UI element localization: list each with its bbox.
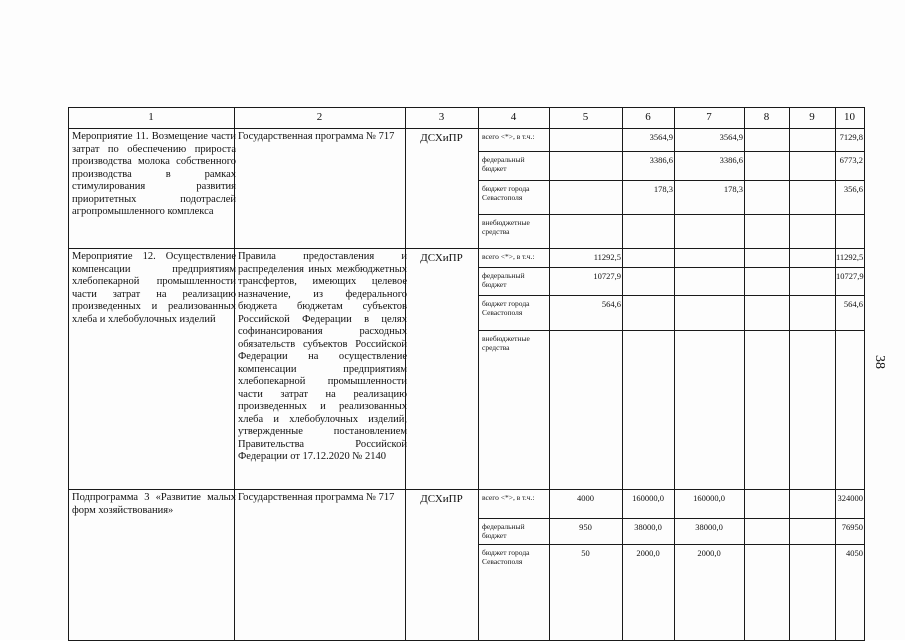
measure-name: Подпрограмма 3 «Развитие малых форм хозяйствования» [72, 492, 236, 516]
amount-col-8 [745, 218, 791, 230]
table-rule [68, 489, 865, 490]
table-rule [478, 518, 865, 519]
amount-col-10: 11292,5 [836, 252, 864, 262]
column-header-5: 5 [582, 111, 589, 123]
funding-source-label: бюджет города Севастополя [482, 299, 530, 317]
page-number: 38 [872, 355, 887, 369]
amount-col-7: 3386,6 [719, 155, 743, 165]
amount-col-10: 6773,2 [839, 155, 863, 165]
funding-source-label: бюджет города Севастополя [482, 184, 530, 202]
amount-col-8 [745, 132, 791, 144]
executor: ДСХиПР [420, 493, 463, 505]
amount-col-8 [745, 252, 791, 264]
amount-col-9 [790, 299, 837, 311]
amount-col-7 [675, 252, 746, 264]
amount-col-9 [790, 218, 837, 230]
executor: ДСХиПР [420, 132, 463, 144]
amount-col-6: 2000,0 [636, 548, 660, 558]
amount-col-7 [675, 218, 746, 230]
column-header-6: 6 [645, 111, 651, 123]
table-rule [478, 544, 865, 545]
amount-col-10: 4050 [846, 548, 863, 558]
amount-col-8 [745, 299, 791, 311]
amount-col-5: 10727,9 [593, 271, 621, 281]
amount-col-8 [745, 271, 791, 283]
legal-basis: Правила предоставления и распределения иных межбюджетных трансфертов, имеющих целевое назначение, из федерального бюджета бюджетам субъектов Российской Федерации в целях софинансирования расходных обязательств субъектов Российской Федерации на осуществление компенсации предприятиям хлебопекарной промышленности части затрат на реализацию произведенных и реализованных хлеба и хлебобулочных изделий, утвержденные постановлением Правительства Российской Федерации от 17.12.2020 № 2140 [238, 251, 407, 462]
funding-source-label: внебюджетные средства [482, 334, 530, 352]
table-rule [478, 267, 865, 268]
amount-col-6 [623, 218, 676, 230]
amount-col-5: 4000 [577, 493, 594, 503]
amount-col-5 [550, 132, 624, 144]
column-header-4: 4 [510, 111, 517, 123]
column-header-8: 8 [763, 111, 770, 123]
amount-col-9 [790, 132, 837, 144]
column-header-3: 3 [438, 111, 445, 123]
amount-col-7 [675, 271, 746, 283]
amount-col-7: 160000,0 [693, 493, 725, 503]
table-rule [478, 151, 865, 152]
amount-col-6 [623, 334, 676, 346]
amount-col-5: 50 [581, 548, 590, 558]
measure-name: Мероприятие 11. Возмещение части затрат по обеспечению прироста производства молока собственного производства в рамках стимулирования развития приоритетных подотраслей агропромышленного комплекса [72, 131, 236, 217]
amount-col-9 [790, 548, 837, 560]
amount-col-10: 564,6 [843, 299, 863, 309]
financing-table [68, 107, 864, 640]
table-rule [68, 128, 865, 129]
funding-source-label: всего <*>, в т.ч.: [482, 493, 535, 502]
amount-col-8 [745, 155, 791, 167]
funding-source-label: всего <*>, в т.ч.: [482, 132, 535, 141]
amount-col-8 [745, 522, 791, 534]
amount-col-5: 564,6 [601, 299, 621, 309]
amount-col-8 [745, 493, 791, 505]
amount-col-6 [623, 271, 676, 283]
amount-col-5: 11292,5 [593, 252, 621, 262]
amount-col-5 [550, 155, 624, 167]
amount-col-6: 38000,0 [634, 522, 662, 532]
amount-col-7 [675, 299, 746, 311]
amount-col-6: 3564,9 [649, 132, 673, 142]
amount-col-7: 2000,0 [697, 548, 721, 558]
amount-col-5 [550, 184, 624, 196]
amount-col-9 [790, 252, 837, 264]
amount-col-5 [550, 218, 624, 230]
amount-col-7 [675, 334, 746, 346]
measure-name: Мероприятие 12. Осуществление компенсации предприятиям хлебопекарной промышленности части затрат на реализацию произведенных и реализованных хлеба и хлебобулочных изделий [72, 251, 236, 325]
amount-col-7: 38000,0 [695, 522, 723, 532]
amount-col-9 [790, 184, 837, 196]
amount-col-9 [790, 522, 837, 534]
table-rule [68, 107, 865, 108]
legal-basis: Государственная программа № 717 [238, 492, 395, 503]
amount-col-6 [623, 299, 676, 311]
table-rule [478, 180, 865, 181]
executor: ДСХиПР [420, 252, 463, 264]
amount-col-6: 160000,0 [632, 493, 664, 503]
legal-basis: Государственная программа № 717 [238, 131, 395, 142]
funding-source-label: федеральный бюджет [482, 271, 525, 289]
funding-source-label: федеральный бюджет [482, 522, 525, 540]
funding-source-label: федеральный бюджет [482, 155, 525, 173]
amount-col-8 [745, 184, 791, 196]
funding-source-label: бюджет города Севастополя [482, 548, 530, 566]
amount-col-7: 178,3 [723, 184, 743, 194]
column-header-2: 2 [316, 111, 323, 123]
table-rule [478, 214, 865, 215]
amount-col-9 [790, 493, 837, 505]
amount-col-9 [790, 334, 837, 346]
amount-col-8 [745, 334, 791, 346]
amount-col-7: 3564,9 [719, 132, 743, 142]
column-header-10: 10 [844, 111, 855, 123]
amount-col-10: 76950 [841, 522, 863, 532]
amount-col-10: 10727,9 [836, 271, 864, 281]
amount-col-10: 324000 [837, 493, 863, 503]
amount-col-10: 7129,8 [839, 132, 863, 142]
amount-col-6: 178,3 [653, 184, 673, 194]
column-header-1: 1 [148, 111, 154, 123]
column-header-7: 7 [706, 111, 712, 123]
table-rule [68, 248, 865, 249]
funding-source-label: всего <*>, в т.ч.: [482, 252, 535, 261]
column-header-9: 9 [809, 111, 815, 123]
amount-col-6: 3386,6 [649, 155, 673, 165]
funding-source-label: внебюджетные средства [482, 218, 530, 236]
amount-col-6 [623, 252, 676, 264]
table-rule [478, 295, 865, 296]
amount-col-10 [836, 334, 866, 346]
amount-col-9 [790, 155, 837, 167]
amount-col-5: 950 [579, 522, 592, 532]
table-rule [478, 330, 865, 331]
amount-col-10: 356,6 [843, 184, 863, 194]
amount-col-5 [550, 334, 624, 346]
amount-col-9 [790, 271, 837, 283]
amount-col-10 [836, 218, 866, 230]
amount-col-8 [745, 548, 791, 560]
